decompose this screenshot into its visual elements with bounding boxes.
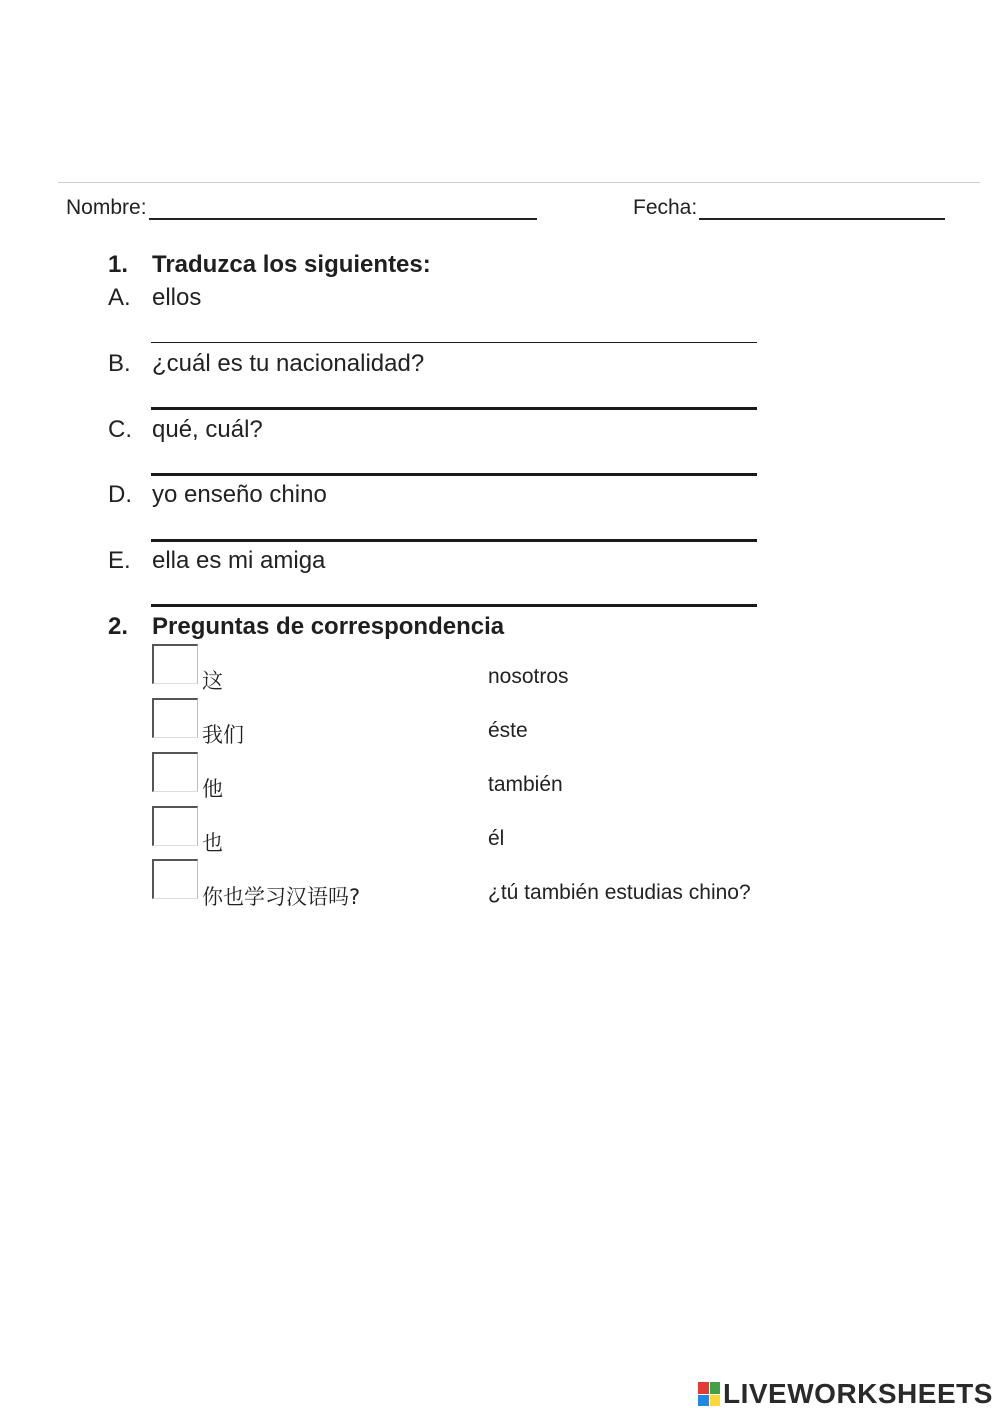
section-2-number: 2. (108, 613, 129, 640)
item-text: yo enseño chino (152, 481, 327, 508)
name-label: Nombre: (66, 196, 147, 219)
section-1-title (108, 251, 431, 279)
chinese-term: 他 (202, 777, 223, 801)
spanish-term: nosotros (488, 665, 569, 688)
answer-line-c[interactable] (151, 473, 757, 476)
chinese-term: 也 (202, 831, 223, 855)
item-letter: B. (108, 350, 131, 377)
header-divider (58, 182, 980, 183)
spanish-term: ¿tú también estudias chino? (488, 881, 751, 904)
item-text: ellos (152, 284, 202, 311)
section-1-heading: Traduzca los siguientes: (152, 251, 431, 278)
answer-line-e[interactable] (151, 604, 757, 607)
translate-item-c (108, 416, 263, 444)
date-label: Fecha: (633, 196, 698, 219)
translate-item-d (108, 481, 327, 509)
item-letter: A. (108, 284, 131, 311)
match-answer-box-3[interactable] (152, 752, 198, 792)
section-2-heading: Preguntas de correspondencia (152, 613, 505, 640)
logo-mark-icon (698, 1382, 720, 1406)
spanish-term: éste (488, 719, 528, 742)
item-letter: C. (108, 416, 132, 443)
date-input-line[interactable] (699, 196, 945, 220)
section-2-title (108, 613, 504, 641)
date-field (633, 196, 945, 220)
section-1-number: 1. (108, 251, 129, 278)
spanish-term: él (488, 827, 505, 850)
answer-line-d[interactable] (151, 539, 757, 542)
logo-text: LIVEWORKSHEETS (723, 1378, 993, 1409)
match-answer-box-2[interactable] (152, 698, 198, 738)
name-input-line[interactable] (149, 196, 537, 220)
item-text: ella es mi amiga (152, 547, 326, 574)
translate-item-e (108, 547, 325, 575)
chinese-term: 这 (202, 669, 223, 693)
item-letter: E. (108, 547, 131, 574)
chinese-term: 我们 (202, 723, 244, 747)
item-letter: D. (108, 481, 132, 508)
match-answer-box-5[interactable] (152, 859, 198, 899)
answer-line-a[interactable] (151, 342, 757, 343)
match-answer-box-4[interactable] (152, 806, 198, 846)
answer-line-b[interactable] (151, 407, 757, 410)
translate-item-b (108, 350, 424, 378)
item-text: qué, cuál? (152, 416, 263, 443)
translate-item-a (108, 284, 201, 312)
name-field (66, 196, 537, 220)
match-answer-box-1[interactable] (152, 644, 198, 684)
liveworksheets-logo (698, 1378, 993, 1410)
chinese-term: 你也学习汉语吗? (202, 885, 361, 909)
spanish-term: también (488, 773, 563, 796)
item-text: ¿cuál es tu nacionalidad? (152, 350, 425, 377)
